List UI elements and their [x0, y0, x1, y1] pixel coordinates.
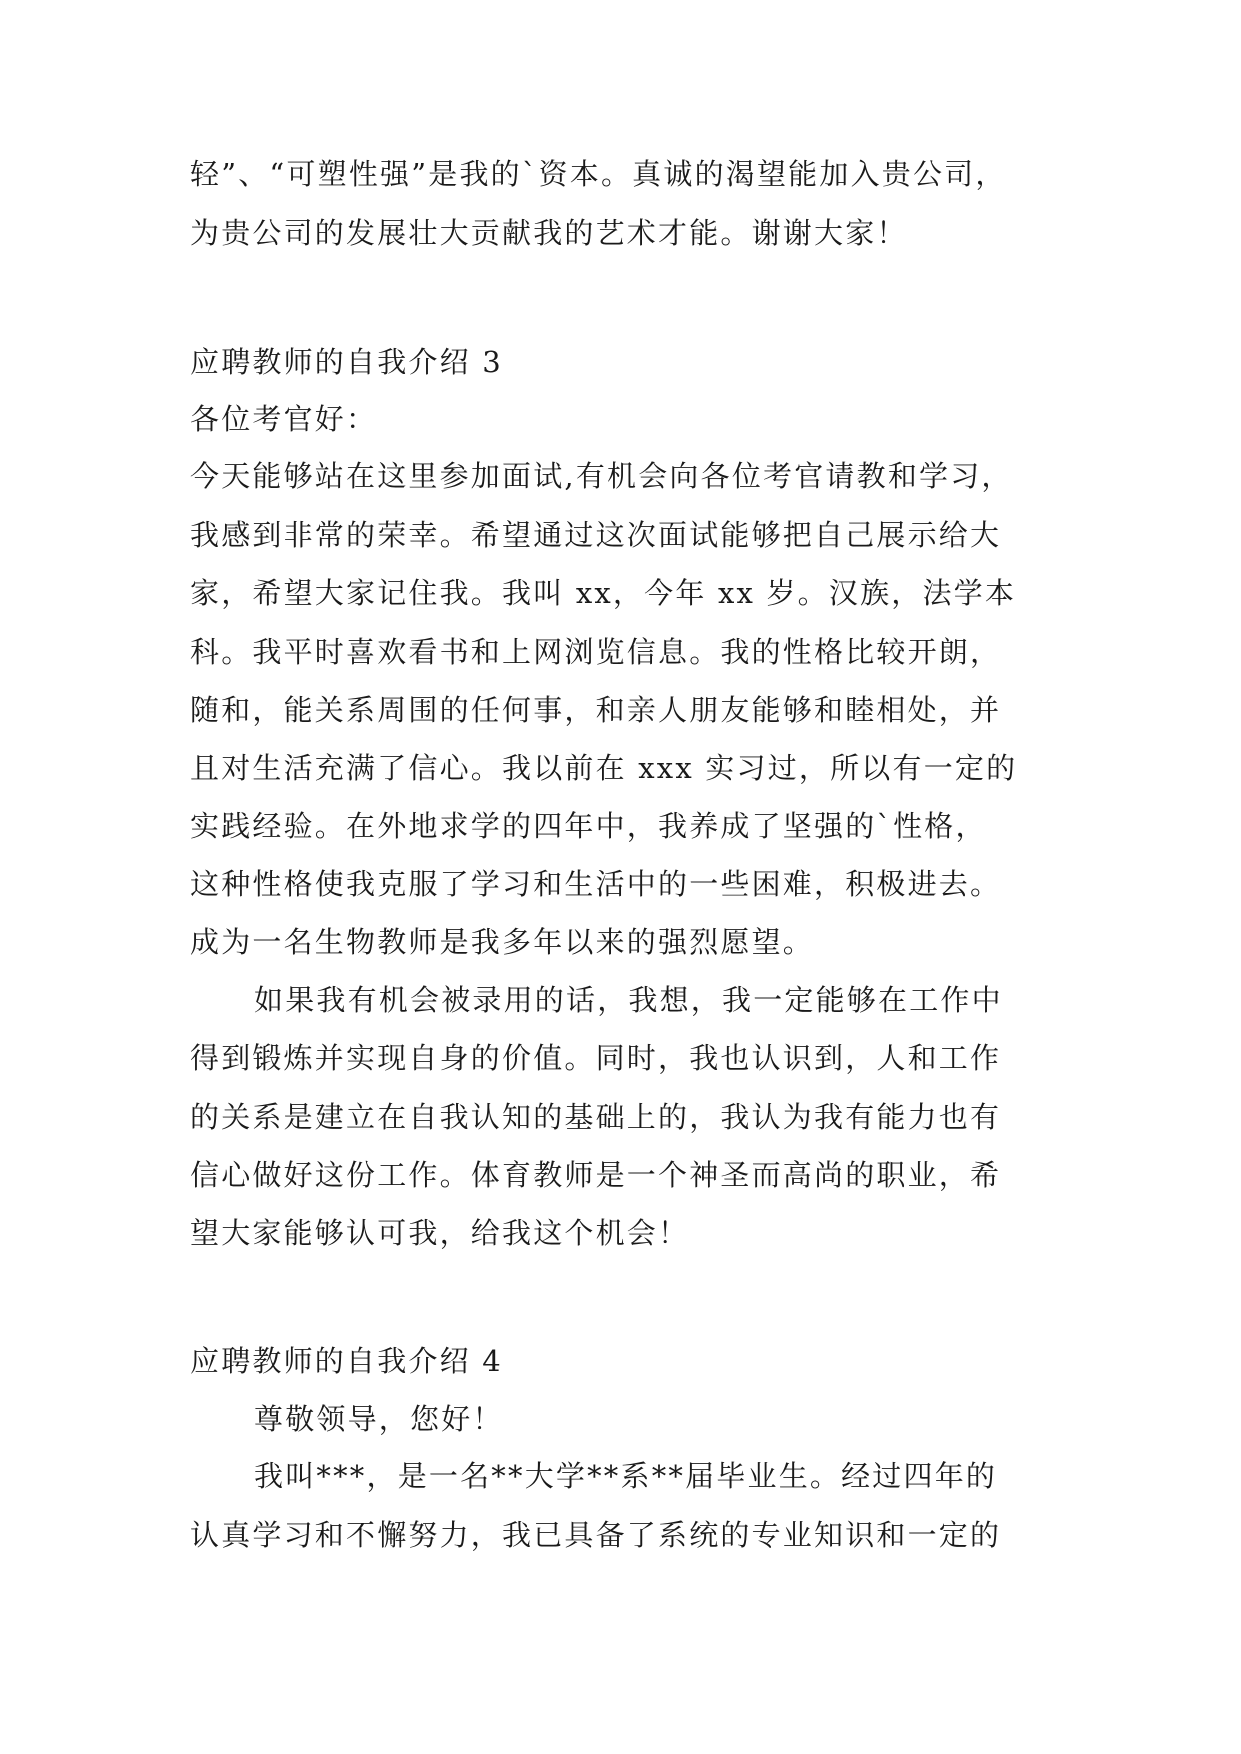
body-text-line: 如果我有机会被录用的话，我想，我一定能够在工作中	[254, 983, 1003, 1017]
greeting: 各位考官好：	[190, 402, 378, 436]
body-text-line: 家，希望大家记住我。我叫 xx，今年 xx 岁。汉族，法学本	[190, 576, 1017, 610]
body-text-line: 认真学习和不懈努力，我已具备了系统的专业知识和一定的	[190, 1518, 1002, 1552]
body-text-line: 望大家能够认可我，给我这个机会！	[190, 1216, 690, 1250]
body-text-line: 今天能够站在这里参加面试,有机会向各位考官请教和学习，	[190, 459, 1013, 493]
body-text-line: 的关系是建立在自我认知的基础上的，我认为我有能力也有	[190, 1100, 1002, 1134]
body-text-line: 我感到非常的荣幸。希望通过这次面试能够把自己展示给大	[190, 518, 1002, 552]
body-text-line: 随和，能关系周围的任何事，和亲人朋友能够和睦相处，并	[190, 693, 1002, 727]
body-text-line: 这种性格使我克服了学习和生活中的一些困难，积极进去。	[190, 867, 1002, 901]
body-text-line: 实践经验。在外地求学的四年中，我养成了坚强的`性格，	[190, 809, 987, 843]
body-text-line: 得到锻炼并实现自身的价值。同时，我也认识到，人和工作	[190, 1041, 1002, 1075]
section-title: 应聘教师的自我介绍 3	[190, 345, 503, 379]
section-title: 应聘教师的自我介绍 4	[190, 1344, 503, 1378]
body-text-line: 成为一名生物教师是我多年以来的强烈愿望。	[190, 925, 815, 959]
greeting: 尊敬领导，您好！	[254, 1402, 504, 1436]
body-text-line: 且对生活充满了信心。我以前在 xxx 实习过，所以有一定的	[190, 751, 1018, 785]
body-text-line: 轻”、“可塑性强”是我的`资本。真诚的渴望能加入贵公司，	[190, 157, 1007, 191]
body-text-line: 我叫***，是一名**大学**系**届毕业生。经过四年的	[254, 1459, 998, 1493]
body-text-line: 为贵公司的发展壮大贡献我的艺术才能。谢谢大家！	[190, 216, 908, 250]
body-text-line: 科。我平时喜欢看书和上网浏览信息。我的性格比较开朗，	[190, 635, 1002, 669]
body-text-line: 信心做好这份工作。体育教师是一个神圣而高尚的职业，希	[190, 1158, 1002, 1192]
